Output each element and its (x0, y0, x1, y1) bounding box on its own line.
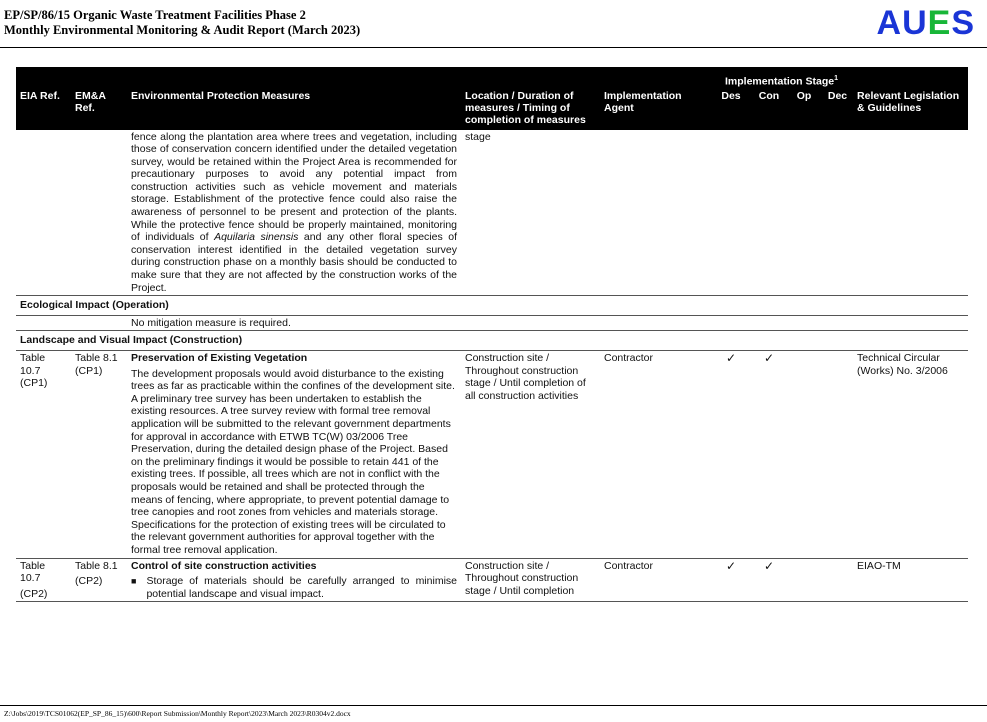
cp1-eia-ref: Table 10.7 (CP1) (16, 351, 71, 559)
continued-measures: fence along the plantation area where trees and vegetation, including those of conservation concern identified under the detailed vegetation survey, would be retained within the Project Area is recommended for precautionary purposes to avoid any potential impact from construction activities such as vehicle movement and materials storage. Establishment of the protective fence could also raise the awareness of personnel to be present and protection of the plants. While the protective fence should be properly maintained, monitoring of individuals of Aquilaria sinensis and any other floral species of conservation interest identified in the detailed vegetation survey during construction phase on a monthly basis should be conducted to make sure that they are not affected by the construction works of the Project. (127, 130, 461, 296)
header-agent: Implementation Agent (600, 90, 710, 130)
aues-logo: AUES (876, 4, 975, 42)
table-row-cp2 (16, 558, 968, 602)
page-header (4, 4, 983, 48)
table-row-cp1 (16, 351, 968, 559)
header-con: Con (752, 90, 786, 130)
section-ecological-operation: Ecological Impact (Operation) (16, 296, 968, 316)
header-location: Location / Duration of measures / Timing of completion of measures (461, 90, 600, 130)
cp2-des-check: ✓ (710, 558, 752, 602)
species-name: Aquilaria sinensis (214, 231, 299, 244)
header-blank (16, 67, 71, 90)
cp2-legislation: EIAO-TM (853, 558, 968, 602)
footer-divider (0, 705, 987, 706)
cp1-text: The development proposals would avoid disturbance to the existing trees as far as practicable within the confines of the development site. A preliminary tree survey has been undertaken to establish the existing resources. A tree survey review with formal tree removal application will be submitted to the relevant government departments for approval in accordance with ETWB TC(W) 03/2006 Tree Preservation, during the detailed design phase of the Project. Based on the preliminary findings it would be possible to retain 441 of the existing trees. If possible, all trees which are not in conflict with the proposals would be retained and shall be protected through the means of fencing, where appropriate, to prevent potential damage to tree canopies and root zones from vehicles and materials storage. Specifications for the protection of existing trees will be circulated to the relevant government authorities for approval together with the formal tree removal application. (131, 367, 455, 556)
cp1-con-check: ✓ (752, 351, 786, 559)
no-mitigation-text: No mitigation measure is required. (127, 315, 461, 331)
cp1-location: Construction site / Throughout construction stage / Until completion of all construction activities (461, 351, 600, 559)
header-emna-ref: EM&A Ref. (71, 90, 127, 130)
cp2-bullet-text: Storage of materials should be carefully arranged to minimise potential landscape and visual impact. (146, 575, 457, 600)
header-op: Op (786, 90, 822, 130)
cp2-location: Construction site / Throughout construction stage / Until completion (461, 558, 600, 602)
header-implementation-stage: Implementation Stage$^1$ (710, 67, 853, 90)
measures-table-wrapper (16, 67, 968, 602)
header-divider (0, 47, 987, 48)
cp2-emna-ref: Table 8.1 (CP2) (71, 558, 127, 602)
header-dec: Dec (822, 90, 853, 130)
bullet-icon: ■ (131, 576, 137, 587)
header-line-1: EP/SP/86/15 Organic Waste Treatment Facilities Phase 2 (4, 8, 306, 22)
table-row-no-mitigation (16, 315, 968, 331)
cp1-measures (127, 351, 461, 559)
cp2-con-check: ✓ (752, 558, 786, 602)
cp2-measures (127, 558, 461, 602)
cp1-title: Preservation of Existing Vegetation (131, 352, 308, 364)
cp1-agent: Contractor (600, 351, 710, 559)
section-landscape-construction: Landscape and Visual Impact (Construction) (16, 331, 968, 351)
table-row-continued (16, 130, 968, 296)
cp2-title: Control of site construction activities (131, 559, 317, 572)
header-eia-ref: EIA Ref. (16, 90, 71, 130)
header-des: Des (710, 90, 752, 130)
cp2-eia-ref: Table 10.7 (CP2) (16, 558, 71, 602)
header-measures: Environmental Protection Measures (127, 90, 461, 130)
continued-location: stage (461, 130, 600, 296)
cp1-legislation: Technical Circular (Works) No. 3/2006 (853, 351, 968, 559)
cp1-des-check: ✓ (710, 351, 752, 559)
cp2-agent: Contractor (600, 558, 710, 602)
footer-file-path: Z:\Jobs\2019\TCS01062(EP_SP_86_15)\600\Report Submission\Monthly Report\2023\March 2023\R0304v2.docx (4, 709, 351, 718)
cp1-emna-ref: Table 8.1 (CP1) (71, 351, 127, 559)
header-legislation: Relevant Legislation & Guidelines (853, 90, 968, 130)
measures-table (16, 67, 968, 602)
header-line-2: Monthly Environmental Monitoring & Audit Report (March 2023) (4, 23, 361, 37)
